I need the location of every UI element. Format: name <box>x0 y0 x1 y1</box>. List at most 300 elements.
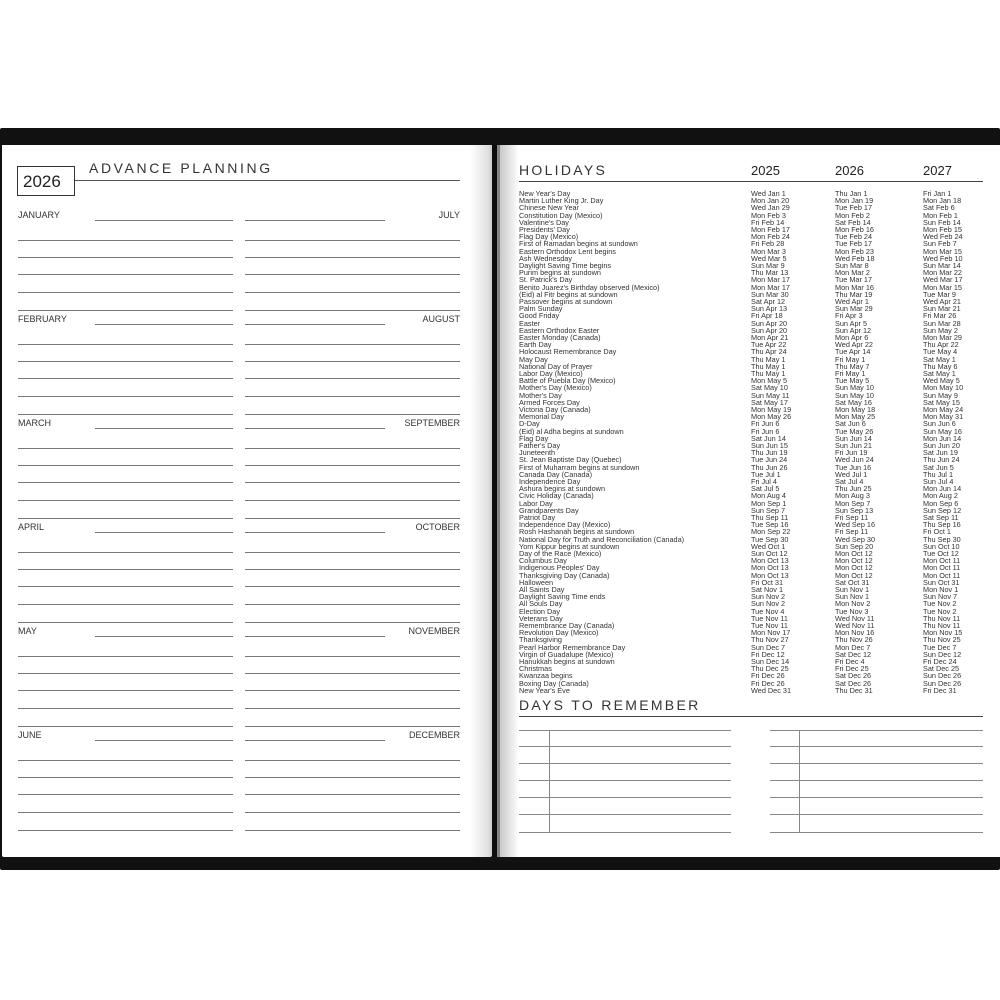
holiday-name: Memorial Day <box>519 412 565 422</box>
holiday-name: Kwanzaa begins <box>519 671 573 681</box>
days-to-remember-title: DAYS TO REMEMBER <box>519 697 701 713</box>
holidays-title: HOLIDAYS <box>519 162 608 178</box>
holiday-date-2027: Sun Oct 31 <box>923 577 960 587</box>
holiday-date-2025: Mon Oct 13 <box>751 563 789 573</box>
year-header-2026: 2026 <box>835 163 864 178</box>
planning-line <box>245 708 460 709</box>
holiday-date-2027: Thu May 6 <box>923 361 958 371</box>
holiday-date-2027: Wed Mar 17 <box>923 275 963 285</box>
holiday-date-2027: Sat May 15 <box>923 397 960 407</box>
holiday-date-2027: Thu Jun 24 <box>923 455 960 465</box>
holiday-date-2026: Sun Jun 21 <box>835 441 872 450</box>
holiday-name: Purim begins at sundown <box>519 268 601 278</box>
holiday-date-2026: Mon Jan 19 <box>835 196 874 206</box>
holiday-date-2025: Mon Feb 24 <box>751 232 790 242</box>
holiday-date-2025: Sun May 11 <box>751 390 790 400</box>
holiday-name: Revolution Day (Mexico) <box>519 628 599 638</box>
holiday-name: Grandparents Day <box>519 505 579 515</box>
holiday-date-2025: Thu Jun 19 <box>751 448 788 458</box>
holiday-date-2026: Sun Apr 12 <box>835 325 872 335</box>
remember-line <box>519 780 731 781</box>
holiday-date-2027: Sun May 2 <box>923 325 958 335</box>
planning-line <box>18 812 233 813</box>
holiday-date-2026: Fri Apr 3 <box>835 311 863 321</box>
holiday-date-2027: Sun May 9 <box>923 390 958 400</box>
holiday-date-2026: Mon Oct 12 <box>835 563 873 573</box>
holiday-name: Martin Luther King Jr. Day <box>519 196 604 206</box>
holiday-date-2025: Fri Apr 18 <box>751 311 783 321</box>
holiday-date-2025: Fri Feb 28 <box>751 239 785 249</box>
holiday-name: Daylight Saving Time ends <box>519 592 606 602</box>
planning-line <box>245 726 460 727</box>
holiday-date-2026: Tue May 5 <box>835 376 870 386</box>
holiday-date-2025: Sat Nov 1 <box>751 585 784 594</box>
remember-line <box>519 730 731 731</box>
holiday-date-2027: Mon Jun 14 <box>923 433 962 443</box>
month-label-right: SEPTEMBER <box>404 418 460 428</box>
holiday-date-2027: Mon Feb 15 <box>923 225 962 234</box>
holiday-date-2027: Sun Dec 26 <box>923 678 962 688</box>
holiday-date-2025: Sun Nov 2 <box>751 599 786 609</box>
holiday-name: New Year's Eve <box>519 685 570 695</box>
holiday-date-2025: Fri Jul 4 <box>751 477 777 486</box>
remember-line <box>770 832 983 833</box>
holiday-name: Eastern Orthodox Lent begins <box>519 246 616 256</box>
holiday-date-2025: Mon Nov 17 <box>751 628 791 638</box>
holidays-rule <box>519 181 983 182</box>
holiday-date-2025: Fri Dec 26 <box>751 671 785 681</box>
holiday-date-2027: Tue Dec 7 <box>923 642 957 652</box>
holiday-date-2025: Thu Jun 26 <box>751 462 788 472</box>
holiday-name: Boxing Day (Canada) <box>519 678 589 688</box>
title-rule <box>75 180 460 181</box>
holiday-date-2026: Sat May 16 <box>835 397 872 407</box>
holiday-name: Christmas <box>519 664 552 674</box>
holiday-date-2027: Thu Apr 22 <box>923 340 959 350</box>
holiday-name: Flag Day (Mexico) <box>519 232 579 242</box>
holiday-date-2026: Mon Feb 2 <box>835 210 870 220</box>
holiday-date-2025: Fri Jun 6 <box>751 426 780 436</box>
holiday-date-2026: Thu May 7 <box>835 361 870 371</box>
holiday-name: Palm Sunday <box>519 304 563 314</box>
holiday-name: Daylight Saving Time begins <box>519 261 612 270</box>
holiday-date-2026: Fri Jun 19 <box>835 448 868 458</box>
remember-line <box>770 763 983 764</box>
holiday-name: Yom Kippur begins at sundown <box>519 541 620 551</box>
holiday-date-2027: Sun Jun 20 <box>923 441 960 450</box>
month-label-left: FEBRUARY <box>18 314 67 324</box>
holiday-date-2027: Sun Feb 14 <box>923 217 961 227</box>
holiday-date-2025: Fri Feb 14 <box>751 217 785 227</box>
holiday-name: Ash Wednesday <box>519 253 573 263</box>
holiday-date-2027: Sun Nov 7 <box>923 592 958 602</box>
holiday-date-2027: Fri Oct 1 <box>923 527 951 537</box>
holiday-date-2027: Sun Jun 6 <box>923 419 956 429</box>
holiday-name: Day of the Race (Mexico) <box>519 549 602 558</box>
month-label-right: JULY <box>438 210 460 220</box>
holiday-date-2025: Wed Jan 1 <box>751 189 786 198</box>
holiday-date-2026: Fri Sep 11 <box>835 527 869 537</box>
holiday-date-2025: Sun Apr 13 <box>751 304 788 314</box>
holiday-date-2025: Mon May 19 <box>751 405 792 414</box>
holiday-date-2027: Mon Oct 11 <box>923 556 961 566</box>
remember-divider <box>549 730 550 832</box>
holiday-date-2025: Mon Oct 13 <box>751 570 789 580</box>
month-label-left: JANUARY <box>18 210 60 220</box>
holiday-date-2027: Mon Nov 15 <box>923 628 963 638</box>
holiday-name: Thanksgiving <box>519 635 562 645</box>
holiday-name: Independence Day <box>519 477 581 486</box>
holiday-date-2027: Sat May 1 <box>923 369 956 378</box>
month-label-right: NOVEMBER <box>408 626 460 636</box>
remember-line <box>770 730 983 731</box>
holiday-date-2026: Wed Sep 16 <box>835 520 876 530</box>
holiday-date-2026: Thu Jun 25 <box>835 484 872 494</box>
holiday-date-2025: Mon Mar 17 <box>751 282 790 292</box>
holiday-date-2025: Thu May 1 <box>751 369 786 378</box>
month-label-right: DECEMBER <box>408 730 460 740</box>
planning-line <box>18 708 233 709</box>
holiday-date-2025: Sun Oct 12 <box>751 549 788 558</box>
holiday-date-2025: Sun Sep 7 <box>751 505 786 515</box>
holiday-date-2025: Mon Feb 3 <box>751 210 786 220</box>
holiday-name: Columbus Day <box>519 556 567 566</box>
month-label-right: OCTOBER <box>415 522 460 532</box>
holiday-name: Victoria Day (Canada) <box>519 405 591 414</box>
holiday-date-2025: Sun Dec 14 <box>751 657 790 666</box>
holiday-name: Flag Day <box>519 433 549 443</box>
holiday-date-2025: Sun Mar 30 <box>751 289 789 299</box>
holiday-date-2026: Mon Feb 23 <box>835 246 874 256</box>
planning-line <box>95 740 233 741</box>
holiday-date-2027: Thu Nov 11 <box>923 621 961 630</box>
remember-line <box>519 814 731 815</box>
holiday-name: D-Day <box>519 419 540 429</box>
holiday-date-2027: Sun Feb 7 <box>923 239 957 249</box>
holiday-date-2025: Mon Sep 22 <box>751 527 791 537</box>
holiday-name: Passover begins at sundown <box>519 297 613 306</box>
holiday-name: First of Muharram begins at sundown <box>519 462 640 472</box>
holiday-date-2025: Mon Aug 4 <box>751 491 786 501</box>
holiday-date-2026: Thu Dec 31 <box>835 685 873 695</box>
holiday-name: Armed Forces Day <box>519 397 580 407</box>
holiday-date-2027: Mon Mar 22 <box>923 268 962 278</box>
holiday-date-2026: Mon Mar 16 <box>835 282 874 292</box>
holiday-date-2025: Thu May 1 <box>751 354 786 364</box>
holiday-name: Valentine's Day <box>519 217 569 227</box>
holiday-date-2027: Mon Oct 11 <box>923 563 961 573</box>
holiday-name: National Day for Truth and Reconciliation (Canada) <box>519 534 685 544</box>
month-label-right: AUGUST <box>422 314 460 324</box>
holiday-name: Mother's Day <box>519 390 562 400</box>
holiday-date-2027: Tue May 4 <box>923 347 958 357</box>
holiday-date-2026: Tue Jun 16 <box>835 462 872 472</box>
holiday-date-2025: Thu Nov 27 <box>751 635 789 645</box>
holiday-date-2026: Mon Oct 12 <box>835 549 873 558</box>
planning-line <box>18 830 233 831</box>
holiday-date-2025: Sat Jun 14 <box>751 433 786 443</box>
holiday-name: May Day <box>519 354 548 364</box>
planning-line <box>18 760 233 761</box>
planning-line <box>245 760 460 761</box>
holiday-date-2026: Mon Apr 6 <box>835 333 869 342</box>
remember-line <box>770 814 983 815</box>
holiday-date-2027: Sat Dec 25 <box>923 664 960 674</box>
holiday-name: Virgin of Guadalupe (Mexico) <box>519 649 614 659</box>
holiday-name: Juneteenth <box>519 448 556 458</box>
holiday-date-2026: Mon Sep 7 <box>835 498 871 508</box>
holiday-date-2027: Tue Mar 9 <box>923 289 956 299</box>
planning-line <box>18 726 233 727</box>
holiday-date-2027: Wed Feb 24 <box>923 232 963 242</box>
holiday-date-2026: Tue Mar 17 <box>835 275 873 285</box>
holiday-name: Pearl Harbor Remembrance Day <box>519 642 626 652</box>
holiday-date-2025: Mon May 5 <box>751 376 788 386</box>
holiday-date-2026: Wed Feb 18 <box>835 253 875 263</box>
holiday-name: (Eid) al Adha begins at sundown <box>519 426 624 436</box>
holiday-date-2027: Sat May 1 <box>923 354 956 364</box>
holiday-name: Easter Monday (Canada) <box>519 333 601 342</box>
holiday-date-2025: Sat May 10 <box>751 383 788 393</box>
holiday-date-2025: Mon Sep 1 <box>751 498 787 508</box>
holiday-date-2027: Tue Nov 2 <box>923 599 957 609</box>
holiday-date-2025: Thu Dec 25 <box>751 664 789 674</box>
holiday-date-2025: Fri Oct 31 <box>751 577 784 587</box>
holiday-name: (Eid) al Fitr begins at sundown <box>519 289 618 299</box>
holiday-name: Good Friday <box>519 311 560 321</box>
holiday-name: Earth Day <box>519 340 552 350</box>
holiday-name: Halloween <box>519 577 554 587</box>
holiday-date-2027: Thu Nov 25 <box>923 635 961 645</box>
holiday-date-2026: Wed Nov 11 <box>835 613 875 623</box>
remember-line <box>770 780 983 781</box>
holiday-date-2025: Tue Nov 11 <box>751 621 788 630</box>
holiday-date-2027: Mon Mar 29 <box>923 333 962 342</box>
holiday-date-2025: Sat Jul 5 <box>751 484 780 494</box>
holiday-date-2026: Wed Apr 1 <box>835 297 869 306</box>
planning-line <box>245 777 460 778</box>
holiday-date-2026: Mon Oct 12 <box>835 570 873 580</box>
holiday-date-2026: Mon Mar 2 <box>835 268 870 278</box>
planning-line <box>18 794 233 795</box>
holiday-date-2025: Fri Jun 6 <box>751 419 780 429</box>
holiday-date-2027: Sat Feb 6 <box>923 203 955 213</box>
holiday-date-2026: Fri Dec 25 <box>835 664 869 674</box>
holiday-date-2025: Wed Dec 31 <box>751 685 792 695</box>
holiday-date-2025: Tue Jul 1 <box>751 469 781 479</box>
month-label-left: JUNE <box>18 730 42 740</box>
holiday-date-2026: Fri May 1 <box>835 354 866 364</box>
holiday-name: All Souls Day <box>519 599 563 609</box>
holiday-date-2027: Mon May 31 <box>923 412 964 422</box>
holiday-name: Ashura begins at sundown <box>519 484 605 494</box>
holiday-date-2027: Wed Apr 21 <box>923 297 961 306</box>
holiday-name: Rosh Hashanah begins at sundown <box>519 527 635 537</box>
holiday-date-2025: Thu Mar 13 <box>751 268 789 278</box>
holiday-name: Mother's Day (Mexico) <box>519 383 592 393</box>
holiday-date-2026: Mon Oct 12 <box>835 556 873 566</box>
holiday-date-2026: Tue Feb 17 <box>835 203 873 213</box>
holiday-date-2026: Sun Mar 29 <box>835 304 873 314</box>
holiday-name: Father's Day <box>519 441 561 450</box>
holiday-date-2025: Mon Feb 17 <box>751 225 790 234</box>
holiday-date-2027: Sun Oct 10 <box>923 541 960 551</box>
holiday-date-2027: Wed May 5 <box>923 376 960 386</box>
holiday-date-2027: Sun Jul 4 <box>923 477 954 486</box>
holiday-date-2027: Mon Oct 11 <box>923 570 961 580</box>
holiday-name: Eastern Orthodox Easter <box>519 325 600 335</box>
holiday-date-2027: Fri Jan 1 <box>923 189 952 198</box>
holiday-date-2026: Tue May 26 <box>835 426 874 436</box>
holiday-date-2027: Tue Nov 2 <box>923 606 957 616</box>
remember-line <box>519 797 731 798</box>
holiday-name: Easter <box>519 318 541 328</box>
holiday-date-2025: Tue Jun 24 <box>751 455 788 465</box>
holiday-date-2026: Tue Nov 3 <box>835 606 869 616</box>
holiday-date-2027: Sun Mar 14 <box>923 261 961 270</box>
month-label-left: MARCH <box>18 418 51 428</box>
holiday-date-2027: Mon Mar 15 <box>923 246 962 256</box>
holiday-date-2026: Sun May 10 <box>835 383 874 393</box>
holiday-date-2026: Sat Dec 26 <box>835 678 872 688</box>
year-header-2025: 2025 <box>751 163 780 178</box>
holiday-date-2027: Sun Mar 21 <box>923 304 961 314</box>
holiday-date-2025: Mon Mar 3 <box>751 246 786 256</box>
holiday-name: Patriot Day <box>519 513 556 522</box>
holiday-name: Hanukkah begins at sundown <box>519 657 615 666</box>
remember-divider <box>799 730 800 832</box>
holiday-date-2025: Tue Nov 11 <box>751 613 788 623</box>
holiday-date-2026: Wed Jun 24 <box>835 455 874 465</box>
days-to-remember-rule <box>519 716 983 717</box>
holiday-date-2025: Wed Mar 5 <box>751 253 787 263</box>
holiday-name: Independence Day (Mexico) <box>519 520 611 530</box>
holiday-date-2026: Wed Jul 1 <box>835 469 868 479</box>
holiday-name: Constitution Day (Mexico) <box>519 210 603 220</box>
remember-line <box>770 746 983 747</box>
holiday-date-2026: Mon Aug 3 <box>835 491 870 501</box>
holiday-date-2025: Wed Jan 29 <box>751 203 790 213</box>
holiday-name: St. Jean Baptiste Day (Quebec) <box>519 455 622 465</box>
holiday-name: Battle of Puebla Day (Mexico) <box>519 376 616 386</box>
holiday-date-2026: Sun Nov 1 <box>835 585 870 594</box>
holiday-date-2026: Thu Mar 19 <box>835 289 873 299</box>
holiday-date-2027: Mon Aug 2 <box>923 491 958 501</box>
holiday-name: Veterans Day <box>519 613 563 623</box>
holiday-date-2025: Tue Sep 16 <box>751 520 789 530</box>
month-label-left: APRIL <box>18 522 45 532</box>
holiday-date-2026: Sat Feb 14 <box>835 217 871 227</box>
holiday-date-2026: Wed Nov 11 <box>835 621 875 630</box>
holiday-name: Thanksgiving Day (Canada) <box>519 570 610 580</box>
holiday-date-2025: Tue Apr 22 <box>751 340 787 350</box>
holiday-name: All Saints Day <box>519 585 565 594</box>
holiday-name: National Day of Prayer <box>519 361 593 371</box>
holiday-date-2026: Sat Oct 31 <box>835 577 870 587</box>
holiday-date-2026: Mon Nov 16 <box>835 628 875 638</box>
holiday-date-2026: Sun May 10 <box>835 390 874 400</box>
holiday-date-2026: Mon Dec 7 <box>835 642 871 652</box>
holiday-date-2026: Mon May 25 <box>835 412 876 422</box>
holiday-date-2027: Sat Sep 11 <box>923 513 959 522</box>
holiday-name: Benito Juarez's Birthday observed (Mexico) <box>519 282 660 292</box>
holiday-date-2026: Tue Feb 24 <box>835 232 873 242</box>
holiday-date-2027: Mon May 10 <box>923 383 964 393</box>
holiday-date-2025: Tue Sep 30 <box>751 534 789 544</box>
holiday-date-2025: Fri Dec 12 <box>751 649 785 659</box>
holiday-date-2027: Sun Sep 12 <box>923 505 962 515</box>
planning-line <box>18 777 233 778</box>
holiday-date-2027: Fri Dec 31 <box>923 685 957 695</box>
holiday-date-2027: Sun Dec 12 <box>923 649 962 659</box>
holiday-date-2026: Sat Dec 12 <box>835 649 872 659</box>
holiday-date-2025: Sun Apr 20 <box>751 325 788 335</box>
holiday-date-2026: Wed Sep 30 <box>835 534 876 544</box>
holiday-date-2027: Sat Jun 5 <box>923 462 954 472</box>
holiday-date-2025: Mon Mar 17 <box>751 275 790 285</box>
holiday-date-2027: Mon Sep 6 <box>923 498 959 508</box>
planning-line <box>245 740 385 741</box>
holiday-date-2026: Sun Apr 5 <box>835 318 868 328</box>
planning-line <box>245 830 460 831</box>
holiday-name: Labor Day (Mexico) <box>519 369 583 378</box>
holiday-name: Canada Day (Canada) <box>519 469 593 479</box>
holiday-date-2027: Thu Jul 1 <box>923 469 954 479</box>
holiday-name: Presidents' Day <box>519 225 570 234</box>
holiday-date-2026: Thu Jan 1 <box>835 189 868 198</box>
holiday-date-2026: Sun Jun 14 <box>835 433 872 443</box>
holiday-date-2026: Wed Apr 22 <box>835 340 873 350</box>
holiday-date-2027: Mon Mar 15 <box>923 282 962 292</box>
holiday-date-2026: Mon Feb 16 <box>835 225 874 234</box>
holiday-date-2026: Tue Feb 17 <box>835 239 873 249</box>
holiday-date-2026: Tue Apr 14 <box>835 347 871 357</box>
holiday-date-2026: Sun Nov 1 <box>835 592 870 602</box>
holiday-date-2027: Tue Oct 12 <box>923 549 959 558</box>
holiday-date-2026: Mon Nov 2 <box>835 599 871 609</box>
holiday-name: Indigenous Peoples' Day <box>519 563 600 573</box>
holiday-date-2025: Fri Dec 26 <box>751 678 785 688</box>
holiday-date-2027: Sun Dec 26 <box>923 671 962 681</box>
remember-line <box>519 832 731 833</box>
holiday-name: St. Patrick's Day <box>519 275 573 285</box>
holiday-name: Remembrance Day (Canada) <box>519 621 615 630</box>
holiday-date-2025: Mon May 26 <box>751 412 792 422</box>
holiday-date-2025: Sun Nov 2 <box>751 592 786 602</box>
month-label-left: MAY <box>18 626 37 636</box>
holiday-date-2027: Sun Mar 28 <box>923 318 961 328</box>
remember-line <box>519 763 731 764</box>
holiday-date-2026: Sat Jun 6 <box>835 419 866 429</box>
holiday-date-2025: Sat May 17 <box>751 397 788 407</box>
holiday-date-2025: Sun Dec 7 <box>751 642 786 652</box>
holiday-date-2027: Mon Feb 1 <box>923 210 958 220</box>
holiday-date-2026: Fri Sep 11 <box>835 513 869 522</box>
holiday-row <box>0 687 1000 694</box>
holiday-date-2025: Mon Apr 21 <box>751 333 789 342</box>
holiday-name: First of Ramadan begins at sundown <box>519 239 638 249</box>
holiday-name: Civic Holiday (Canada) <box>519 491 594 501</box>
holiday-date-2025: Thu Sep 11 <box>751 513 789 522</box>
holiday-date-2025: Mon Oct 13 <box>751 556 789 566</box>
advance-planning-title: ADVANCE PLANNING <box>89 160 273 176</box>
holiday-date-2025: Thu May 1 <box>751 361 786 371</box>
remember-line <box>770 797 983 798</box>
holiday-date-2027: Mon Jan 18 <box>923 196 962 206</box>
holiday-name: Chinese New Year <box>519 203 580 213</box>
year-label: 2026 <box>23 172 61 191</box>
holiday-date-2025: Wed Oct 1 <box>751 541 786 551</box>
